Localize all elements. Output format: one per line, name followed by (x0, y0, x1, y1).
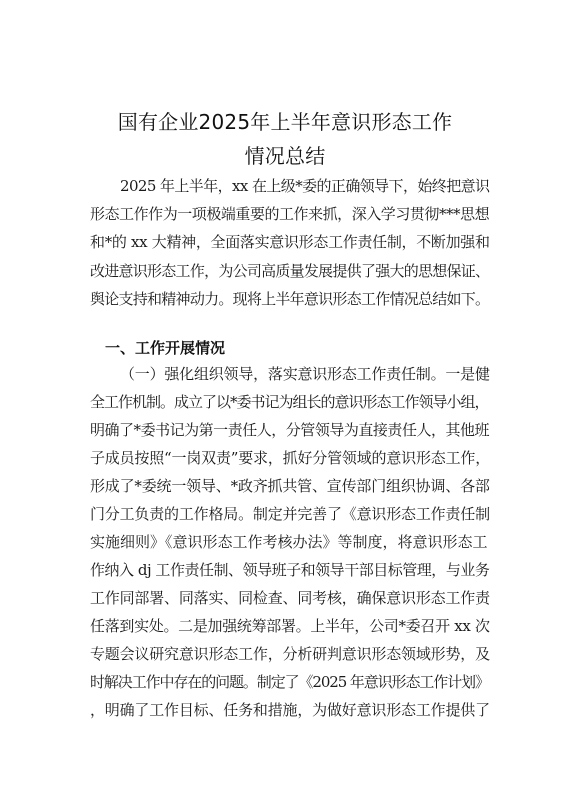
body-line: 全工作机制。成立了以*委书记为组长的意识形态工作领导小组， (90, 393, 489, 411)
document-title-line-1: 国有企业2025年上半年意识形态工作 (117, 110, 453, 134)
body-line: 工作同部署、同落实、同检查、同考核，确保意识形态工作责 (90, 589, 490, 607)
intro-line: 改进意识形态工作，为公司高质量发展提供了强大的思想保证、 (90, 262, 490, 280)
intro-line: 2025 年上半年，xx 在上级*委的正确领导下，始终把意识 (120, 177, 490, 195)
body-line: 时解决工作中存在的问题。制定了《2025 年意识形态工作计划》 (90, 673, 489, 691)
intro-line: 和*的 xx 大精神，全面落实意识形态工作责任制，不断加强和 (90, 233, 490, 251)
body-line: 作纳入 dj 工作责任制、领导班子和领导干部目标管理，与业务 (90, 561, 490, 579)
body-line: 子成员按照“一岗双责”要求，抓好分管领域的意识形态工作， (90, 449, 491, 467)
section-heading: 一、工作开展情况 (105, 339, 226, 357)
body-line: 任落到实处。二是加强统筹部署。上半年，公司*委召开 xx 次 (90, 617, 490, 635)
body-line: 专题会议研究意识形态工作，分析研判意识形态领域形势，及 (90, 645, 490, 663)
body-line: ，明确了工作目标、任务和措施，为做好意识形态工作提供了 (90, 701, 490, 719)
body-line: 形成了*委统一领导、*政齐抓共管、宣传部门组织协调、各部 (90, 477, 490, 495)
intro-line: 形态工作作为一项极端重要的工作来抓，深入学习贯彻***思想 (90, 205, 490, 223)
body-line: 实施细则》《意识形态工作考核办法》等制度，将意识形态工 (90, 533, 488, 551)
body-line: （一）强化组织领导，落实意识形态工作责任制。一是健 (120, 365, 490, 383)
body-line: 门分工负责的工作格局。制定并完善了《意识形态工作责任制 (90, 505, 490, 523)
body-line: 明确了*委书记为第一责任人，分管领导为直接责任人，其他班 (90, 421, 490, 439)
document-title-line-2: 情况总结 (244, 144, 326, 168)
intro-line: 舆论支持和精神动力。现将上半年意识形态工作情况总结如下。 (90, 290, 490, 308)
